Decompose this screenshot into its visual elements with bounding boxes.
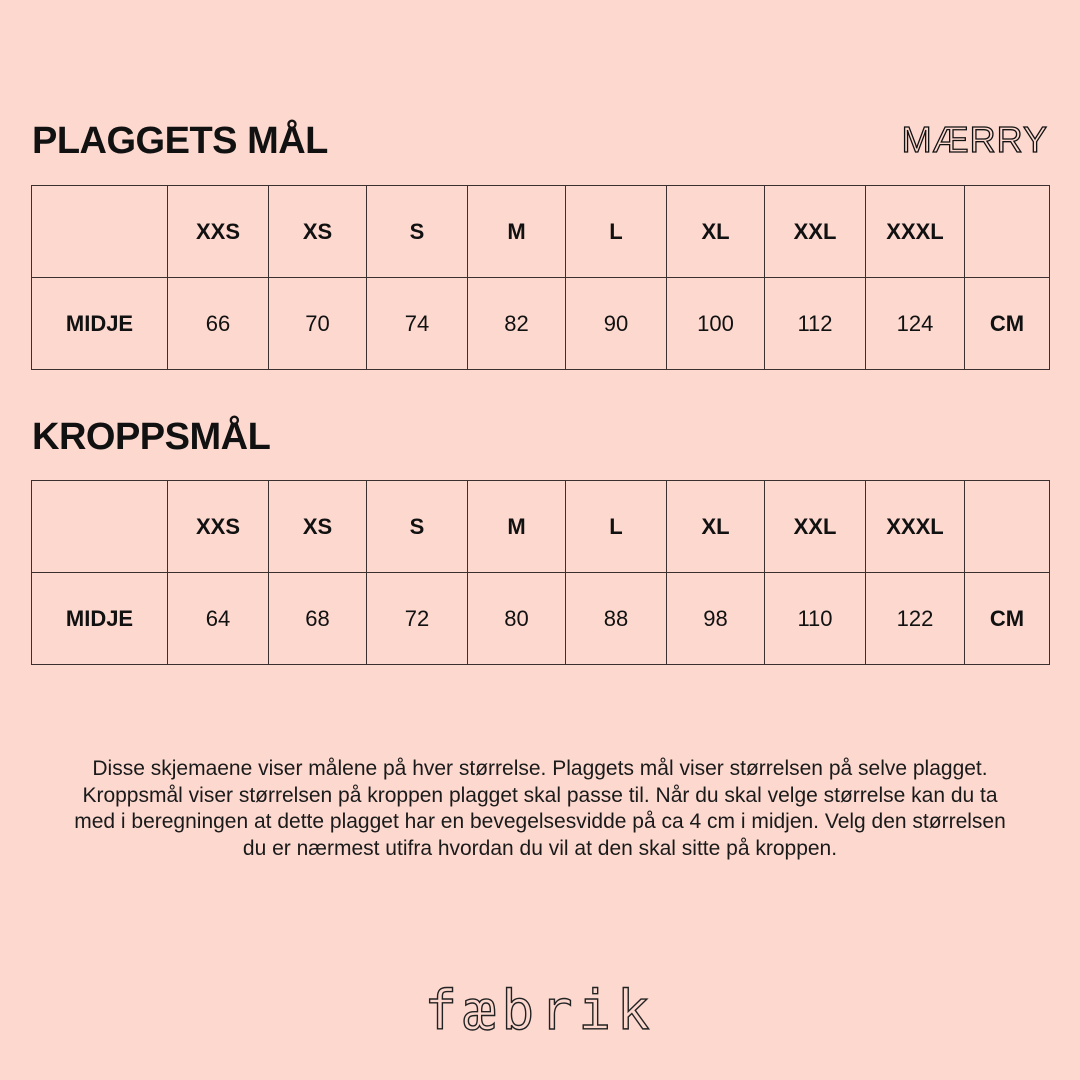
- measurement-value: 64: [168, 573, 269, 665]
- empty-corner-cell: [32, 186, 168, 278]
- measurement-value: 68: [269, 573, 367, 665]
- empty-corner-cell: [32, 481, 168, 573]
- size-header: XXS: [168, 481, 269, 573]
- measurement-value: 72: [367, 573, 468, 665]
- size-header: XS: [269, 186, 367, 278]
- maerry-logo: MÆRRY: [901, 119, 1048, 160]
- size-header: M: [468, 481, 566, 573]
- empty-unit-header: [965, 186, 1050, 278]
- table-row: [32, 278, 1050, 370]
- size-header: XL: [667, 481, 765, 573]
- size-header: XS: [269, 481, 367, 573]
- size-header: XXS: [168, 186, 269, 278]
- size-header: M: [468, 186, 566, 278]
- measurement-value: 74: [367, 278, 468, 370]
- size-header: L: [566, 186, 667, 278]
- measurement-value: 100: [667, 278, 765, 370]
- measurement-value: 70: [269, 278, 367, 370]
- row-label-waist: MIDJE: [32, 278, 168, 370]
- body-size-table: [31, 480, 1050, 665]
- garment-size-table: [31, 185, 1050, 370]
- measurement-value: 112: [765, 278, 866, 370]
- size-guide-description: Disse skjemaene viser målene på hver størrelse. Plaggets mål viser størrelsen på selve plagget. Kroppsmål viser størrelsen på kroppen plagget skal passe til. Når du skal velge størrelse kan du ta med i beregningen at dette plagget har en bevegelsesvidde på ca 4 cm i midjen. Velg den størrelsen du er nærmest utifra hvordan du vil at den skal sitte på kroppen.: [74, 757, 1006, 860]
- size-header: XXXL: [866, 186, 965, 278]
- garment-measurements-title: PLAGGETS MÅL: [32, 120, 328, 162]
- faebrik-logo: fæbrik: [424, 979, 656, 1042]
- table-header-row: [32, 186, 1050, 278]
- size-header: L: [566, 481, 667, 573]
- measurement-value: 110: [765, 573, 866, 665]
- measurement-value: 90: [566, 278, 667, 370]
- table-row: [32, 573, 1050, 665]
- row-label-waist: MIDJE: [32, 573, 168, 665]
- size-header: XL: [667, 186, 765, 278]
- body-measurements-title: KROPPSMÅL: [32, 416, 271, 458]
- size-header: S: [367, 186, 468, 278]
- size-header: XXXL: [866, 481, 965, 573]
- measurement-value: 98: [667, 573, 765, 665]
- size-header: S: [367, 481, 468, 573]
- measurement-value: 88: [566, 573, 667, 665]
- measurement-value: 80: [468, 573, 566, 665]
- unit-label: CM: [965, 278, 1050, 370]
- size-header: XXL: [765, 481, 866, 573]
- empty-unit-header: [965, 481, 1050, 573]
- table-header-row: [32, 481, 1050, 573]
- unit-label: CM: [965, 573, 1050, 665]
- measurement-value: 122: [866, 573, 965, 665]
- size-header: XXL: [765, 186, 866, 278]
- measurement-value: 124: [866, 278, 965, 370]
- measurement-value: 66: [168, 278, 269, 370]
- measurement-value: 82: [468, 278, 566, 370]
